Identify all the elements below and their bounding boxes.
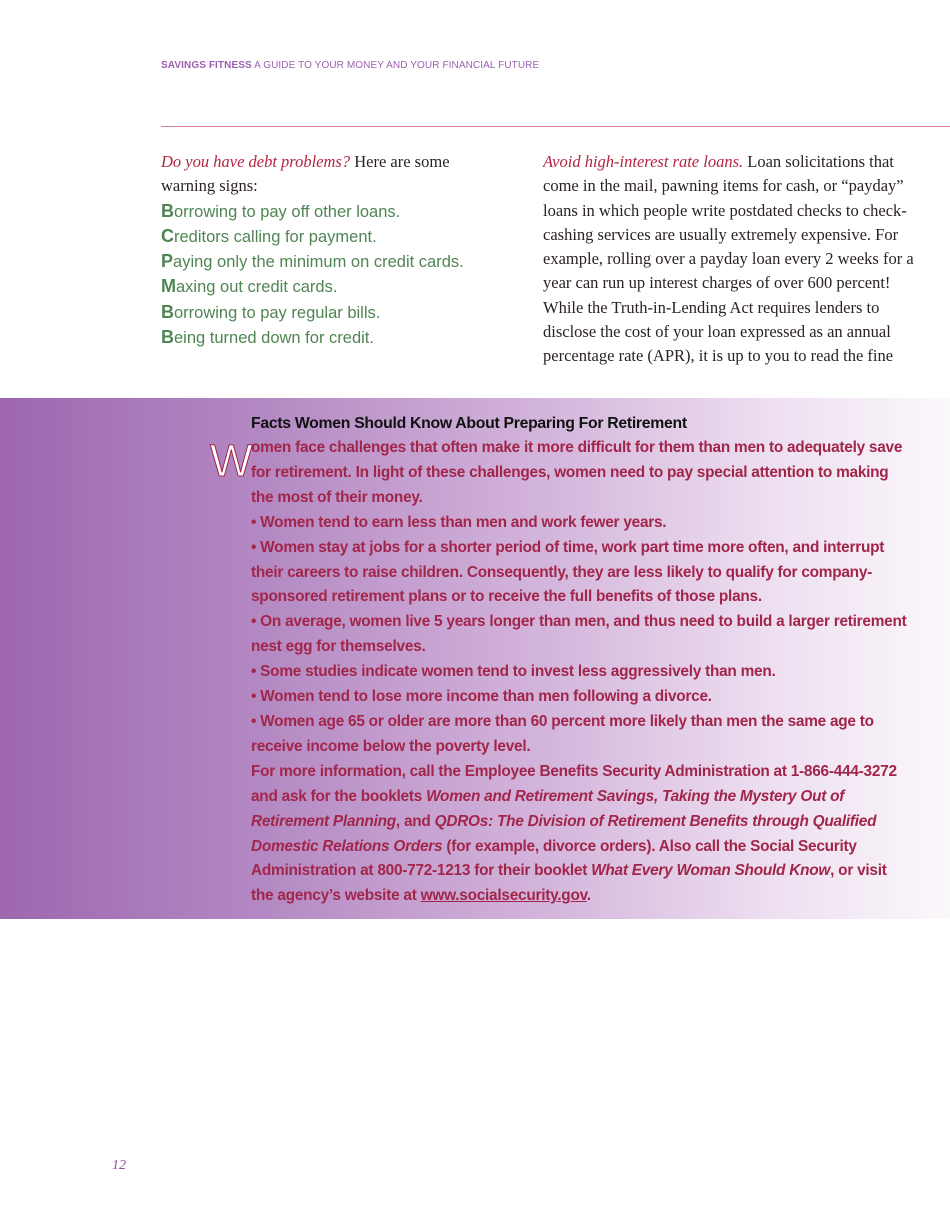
fact-item: • Women stay at jobs for a shorter period of time, work part time more often, and interrupt their careers to raise children. Consequently, they are less likely to qualify for company-sponsored retirement plans or to receive the full benefits of those plans. [251, 536, 911, 611]
sidebar-intro: omen face challenges that often make it more difficult for them than men to adequately save for retirement. In light of these challenges, women need to pay special attention to making the most of their money. [251, 439, 903, 506]
fact-item: • On average, women live 5 years longer than men, and thus need to build a larger retirement nest egg for themselves. [251, 610, 911, 660]
debt-lead: Do you have debt problems? [161, 152, 351, 171]
facts-list [251, 511, 911, 760]
fact-item: • Women age 65 or older are more than 60 percent more likely than men the same age to receive income below the poverty level. [251, 710, 911, 760]
page-number: 12 [112, 1158, 126, 1173]
retirement-facts-sidebar [0, 398, 950, 919]
debt-warning-column [161, 150, 506, 350]
loans-body: Loan solicitations that come in the mail, pawning items for cash, or “payday” loans in which people write postdated checks to check-cashing services are usually extremely expensive. For example, rolling over a payday loan every 2 weeks for a year can run up interest charges of over 600 percent! While the Truth-in-Lending Act requires lenders to disclose the cost of your loan expressed as an annual percentage rate (APR), it is up to you to read the fine [543, 152, 914, 366]
running-head-subtitle: A GUIDE TO YOUR MONEY AND YOUR FINANCIAL FUTURE [251, 60, 540, 71]
running-head [161, 60, 539, 71]
debt-intro: Here are some warning signs: [161, 152, 450, 196]
sidebar-content [210, 412, 911, 909]
ssa-website-link[interactable]: www.socialsecurity.gov [420, 887, 587, 905]
warning-sign: Being turned down for credit. [161, 327, 374, 348]
fact-item: • Women tend to lose more income than men following a divorce. [251, 685, 911, 710]
warning-sign: Maxing out credit cards. [161, 276, 338, 297]
drop-cap: W [210, 435, 253, 486]
fact-item: • Some studies indicate women tend to invest less aggressively than men. [251, 660, 911, 685]
warning-sign: Paying only the minimum on credit cards. [161, 251, 464, 272]
header-rule [161, 126, 950, 127]
warning-signs-list [161, 199, 506, 351]
more-info-paragraph: For more information, call the Employee Benefits Security Administration at 1-866-444-3272 and ask for the booklets Women and Retirement Savings, Taking the Mystery Out of Retirement Planning, and QDROs: The Division of Retirement Benefits through Qualified Domestic Relations Orders (for example, divorce orders). Also call the Social Security Administration at 800-772-1213 for their booklet What Every Woman Should Know, or visit the agency’s website at www.socialsecurity.gov. [251, 762, 897, 905]
booklet-title: QDROs: The Division of Retirement Benefits through Qualified Domestic Relations Orders [251, 812, 877, 855]
fact-item: • Women tend to earn less than men and work fewer years. [251, 511, 911, 536]
sidebar-title: Facts Women Should Know About Preparing For Retirement [251, 415, 687, 432]
booklet-title: What Every Woman Should Know [591, 862, 831, 880]
high-interest-loans-column [543, 150, 915, 369]
running-head-title: SAVINGS FITNESS [161, 60, 252, 71]
warning-sign: Borrowing to pay regular bills. [161, 301, 381, 322]
loans-lead: Avoid high-interest rate loans. [543, 152, 744, 171]
booklet-title: Women and Retirement Savings, Taking the Mystery Out of Retirement Planning [251, 787, 845, 830]
warning-sign: Borrowing to pay off other loans. [161, 200, 401, 221]
warning-sign: Creditors calling for payment. [161, 225, 377, 246]
